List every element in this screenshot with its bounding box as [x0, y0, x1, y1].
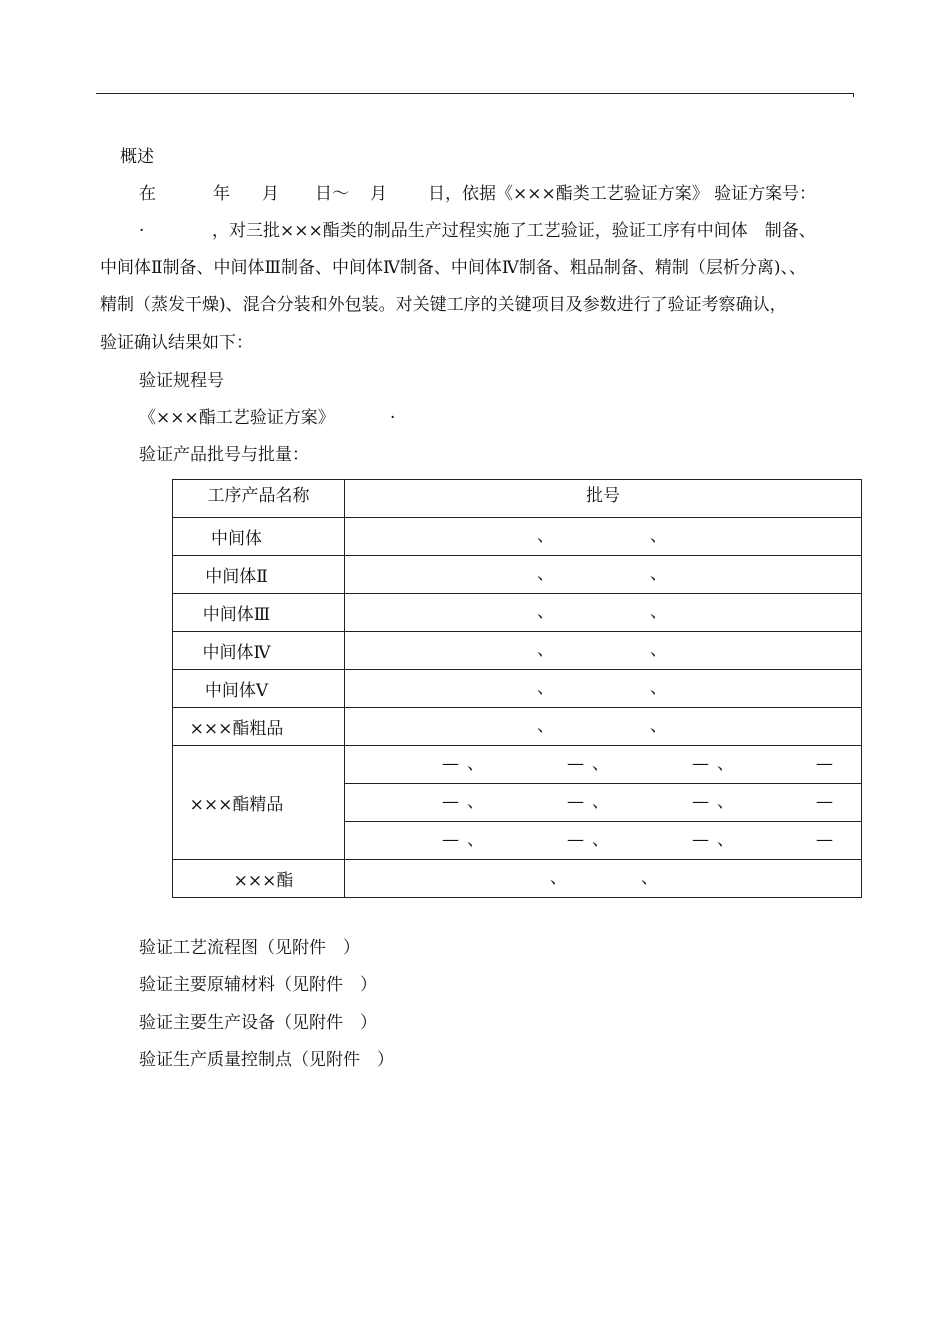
- date-text-day: 日～: [315, 184, 349, 204]
- date-text-zai: 在: [139, 184, 156, 204]
- batch-sep: 、: [537, 564, 554, 584]
- batch-sep: 、: [537, 716, 554, 736]
- date-text-year: 年: [213, 184, 230, 204]
- final-batch-cell: [345, 860, 862, 898]
- batch-sep: 、: [537, 602, 554, 622]
- attachment-equipment: 验证主要生产设备（见附件 ）: [139, 1013, 377, 1033]
- row-name: ×××酯粗品: [189, 719, 284, 739]
- paragraph-line-2: ，对三批×××酯类的制品生产过程实施了工艺验证，验证工序有中间体 制备、: [212, 221, 816, 241]
- batch-dash: —: [567, 754, 584, 774]
- table-row: [173, 518, 862, 556]
- batch-dash: —: [816, 830, 833, 850]
- final-name: ×××酯: [233, 871, 294, 891]
- overview-title: 概述: [120, 147, 154, 167]
- procedure-value: 《×××酯工艺验证方案》: [139, 408, 335, 428]
- table-row: [173, 594, 862, 632]
- refined-batch-cell: [345, 746, 862, 784]
- batch-dash: —: [442, 754, 459, 774]
- batch-sep: 、: [717, 830, 734, 850]
- batch-dash: —: [692, 792, 709, 812]
- attachment-flowchart: 验证工艺流程图（见附件 ）: [139, 938, 360, 958]
- row-name: 中间体Ⅱ: [205, 567, 268, 587]
- batch-dash: —: [567, 792, 584, 812]
- refined-name-cell: [173, 746, 345, 860]
- paragraph-line-5: 验证确认结果如下：: [100, 333, 253, 353]
- batch-sep: 、: [550, 868, 567, 888]
- attachment-materials: 验证主要原辅材料（见附件 ）: [139, 975, 377, 995]
- batch-sep: 、: [717, 792, 734, 812]
- batch-sep: 、: [592, 754, 609, 774]
- row-name: 中间体: [211, 529, 262, 549]
- batch-dash: —: [567, 830, 584, 850]
- batch-sep: 、: [592, 792, 609, 812]
- row-name-cell: [173, 556, 345, 594]
- procedure-label: 验证规程号: [139, 371, 224, 391]
- header-batch-cell: [345, 480, 862, 518]
- row-batch-cell: [345, 632, 862, 670]
- batch-sep: 、: [467, 754, 484, 774]
- batch-sep: 、: [650, 640, 667, 660]
- paragraph-line-4: 精制（蒸发干燥)、混合分装和外包装。对关键工序的关键项目及参数进行了验证考察确认，: [100, 295, 787, 315]
- batch-sep: 、: [641, 868, 658, 888]
- header-batch: 批号: [586, 486, 620, 506]
- batch-table: [172, 479, 862, 898]
- batch-sep: 、: [717, 754, 734, 774]
- row-name: 中间体Ⅴ: [204, 681, 269, 701]
- table-row: [173, 632, 862, 670]
- batch-sep: 、: [537, 678, 554, 698]
- batch-sep: 、: [650, 678, 667, 698]
- batch-label: 验证产品批号与批量：: [139, 445, 309, 465]
- table-row-final: [173, 860, 862, 898]
- final-name-cell: [173, 860, 345, 898]
- table-row-refined: [173, 746, 862, 784]
- header-rule-tick: [853, 93, 854, 97]
- batch-sep: 、: [467, 792, 484, 812]
- paragraph-line-3: 中间体Ⅱ制备、中间体Ⅲ制备、中间体Ⅳ制备、中间体Ⅳ制备、粗品制备、精制（层析分离)、、: [100, 258, 807, 278]
- row-name-cell: [173, 708, 345, 746]
- row-name: 中间体Ⅳ: [202, 643, 271, 663]
- row-batch-cell: [345, 670, 862, 708]
- batch-sep: 、: [650, 602, 667, 622]
- date-text-rest: 日，依据《×××酯类工艺验证方案》 验证方案号：: [428, 184, 817, 204]
- row-name-cell: [173, 518, 345, 556]
- row-name: 中间体Ⅲ: [202, 605, 271, 625]
- table-row: [173, 708, 862, 746]
- refined-batch-cell: [345, 784, 862, 822]
- row-batch-cell: [345, 518, 862, 556]
- refined-name: ×××酯精品: [189, 795, 284, 815]
- batch-sep: 、: [467, 830, 484, 850]
- batch-dash: —: [692, 754, 709, 774]
- batch-sep: 、: [592, 830, 609, 850]
- procedure-dot: ·: [390, 408, 396, 428]
- header-name-cell: [173, 480, 345, 518]
- batch-dash: —: [442, 792, 459, 812]
- attachment-qc-points: 验证生产质量控制点（见附件 ）: [139, 1050, 394, 1070]
- row-name-cell: [173, 632, 345, 670]
- batch-sep: 、: [650, 564, 667, 584]
- date-text-month: 月: [262, 184, 279, 204]
- table-row: [173, 670, 862, 708]
- batch-dash: —: [692, 830, 709, 850]
- row-name-cell: [173, 594, 345, 632]
- batch-dash: —: [442, 830, 459, 850]
- header-rule: [96, 93, 854, 94]
- blank-dot: ·: [139, 221, 145, 241]
- row-batch-cell: [345, 556, 862, 594]
- batch-sep: 、: [650, 716, 667, 736]
- date-text-month2: 月: [370, 184, 387, 204]
- row-name-cell: [173, 670, 345, 708]
- header-name: 工序产品名称: [207, 486, 310, 506]
- row-batch-cell: [345, 594, 862, 632]
- batch-dash: —: [816, 792, 833, 812]
- batch-sep: 、: [650, 526, 667, 546]
- table-header-row: [173, 480, 862, 518]
- batch-sep: 、: [537, 526, 554, 546]
- batch-dash: —: [816, 754, 833, 774]
- refined-batch-cell: [345, 822, 862, 860]
- table-row: [173, 556, 862, 594]
- batch-sep: 、: [537, 640, 554, 660]
- row-batch-cell: [345, 708, 862, 746]
